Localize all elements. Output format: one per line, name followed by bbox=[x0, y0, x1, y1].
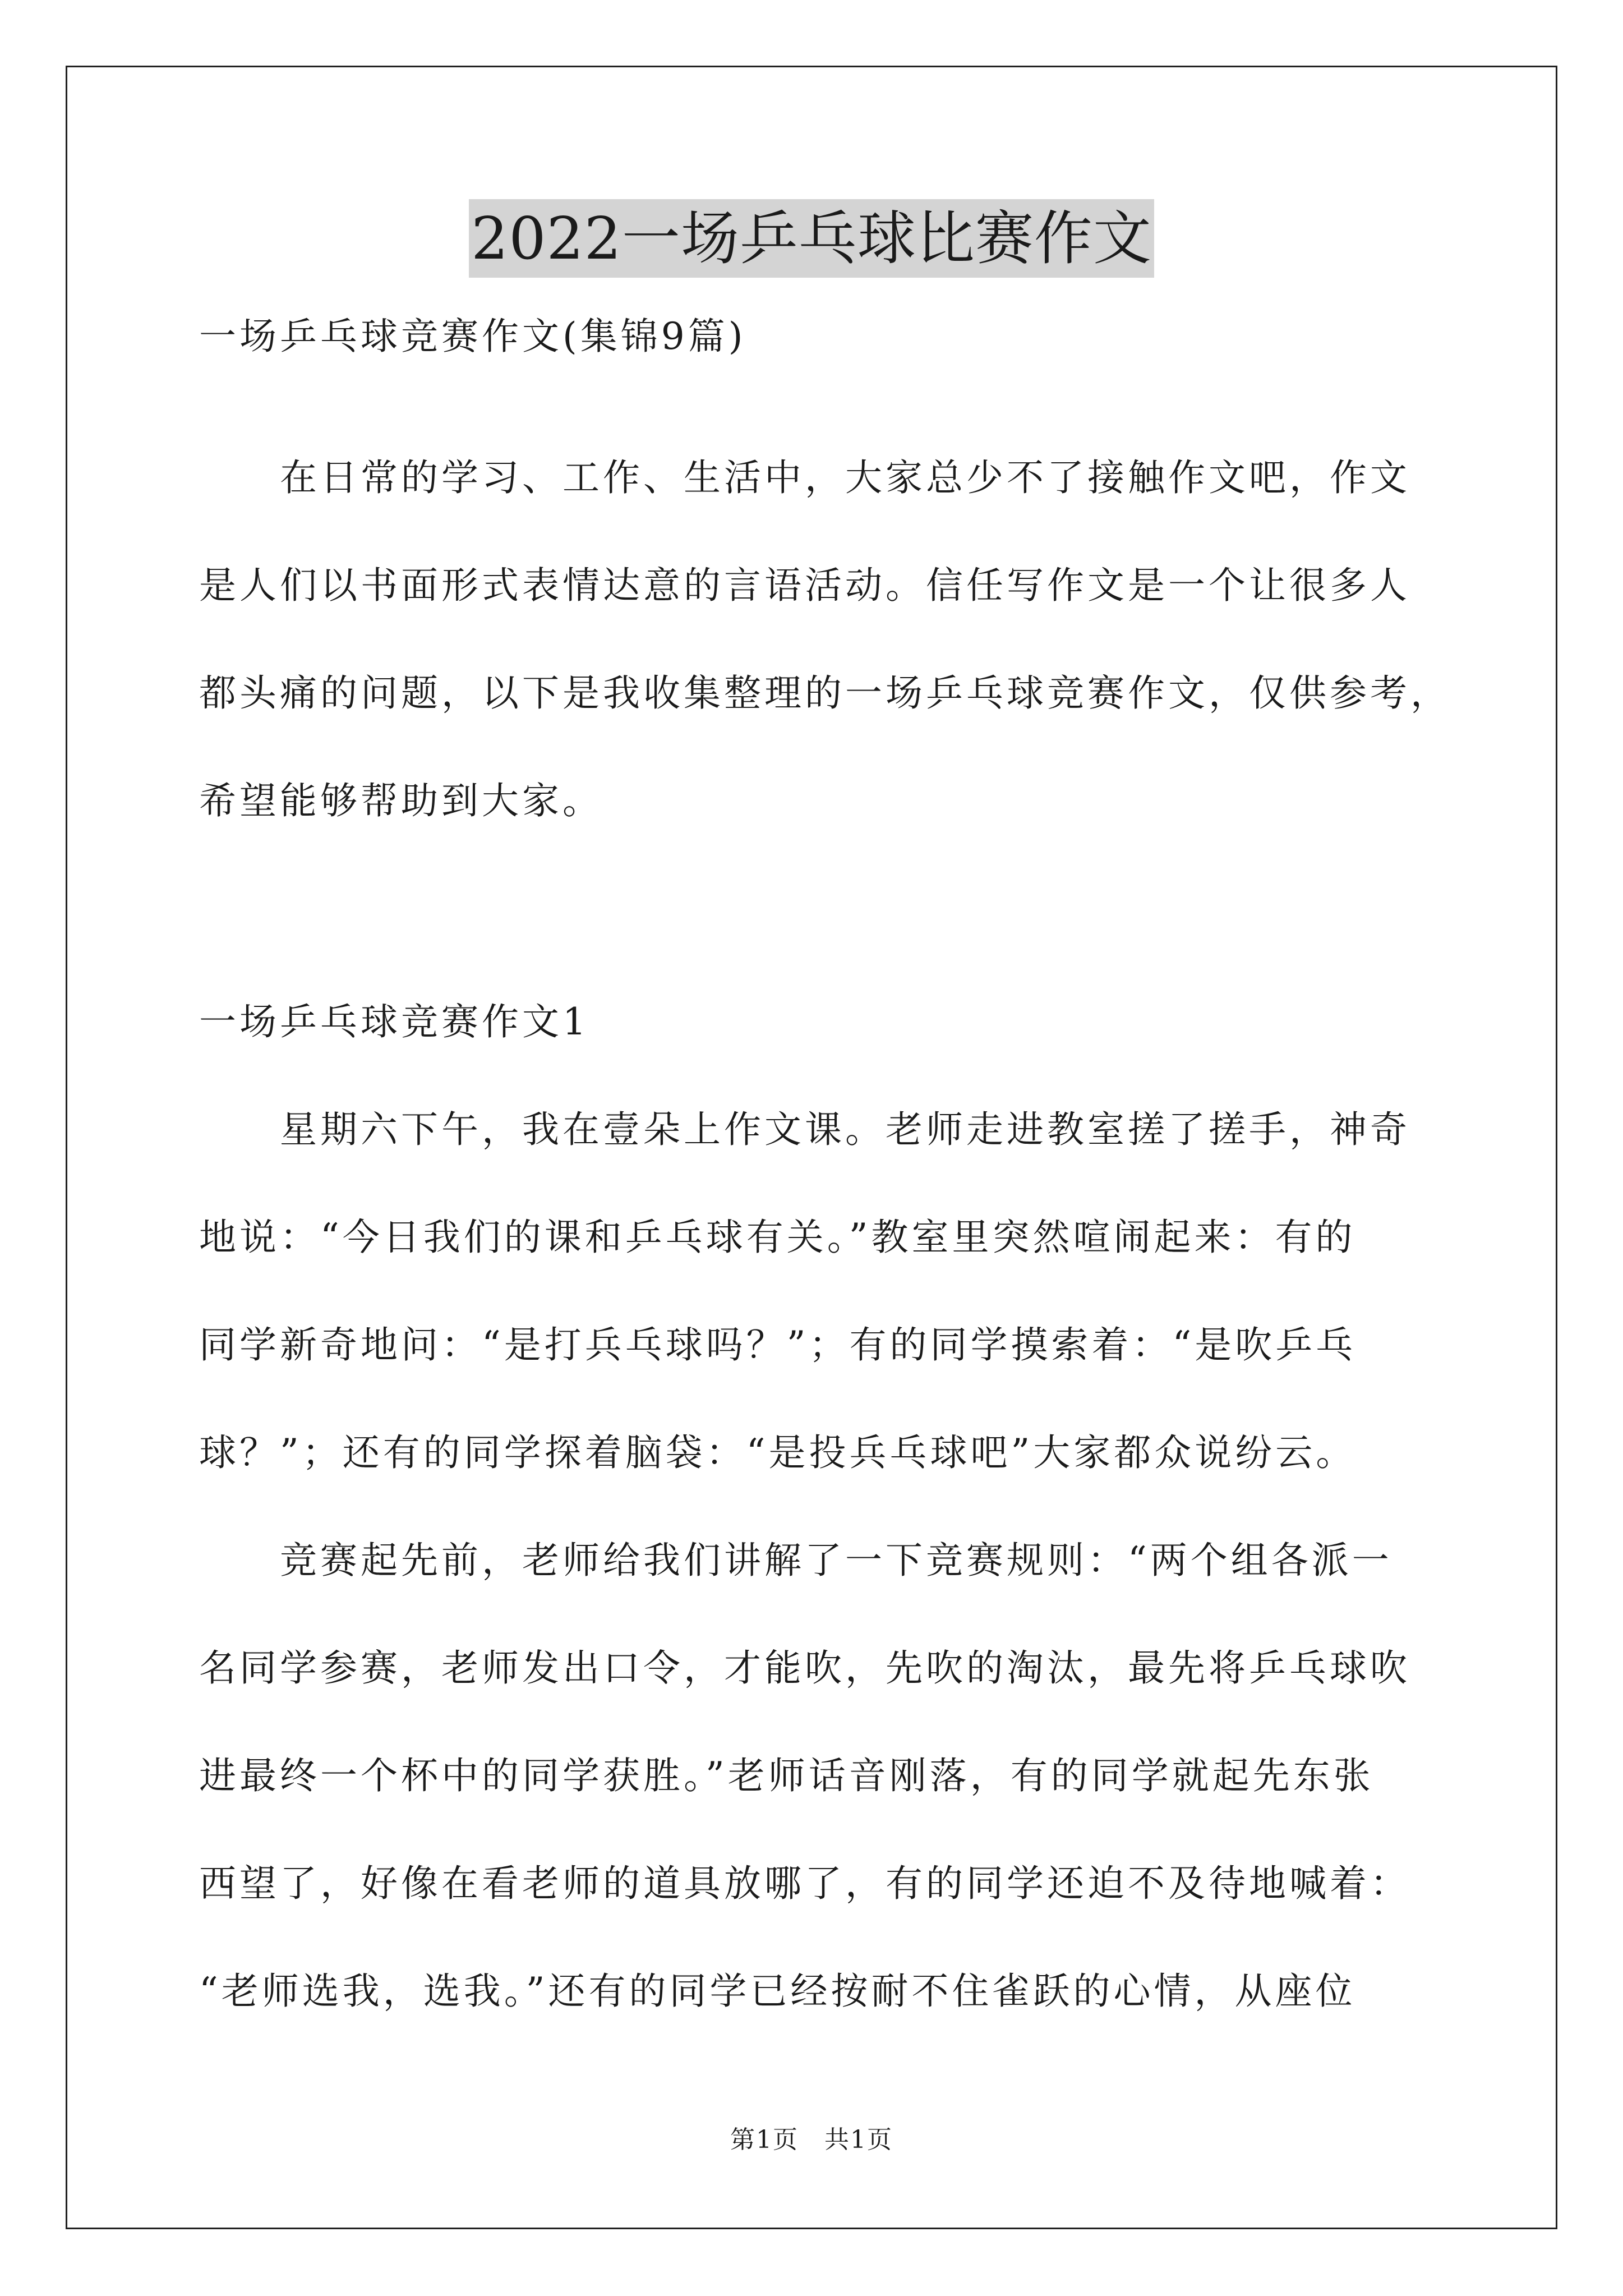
body-line: 球？”；还有的同学探着脑袋：“是投兵乓球吧”大家都众说纷云。 bbox=[199, 1431, 1357, 1474]
body-line: 进最终一个杯中的同学获胜。”老师话音刚落，有的同学就起先东张 bbox=[199, 1754, 1374, 1797]
body-line: 星期六下午，我在壹朵上作文课。老师走进教室搓了搓手，神奇 bbox=[199, 1108, 1410, 1151]
section-heading: 一场乒乓球竞赛作文1 bbox=[199, 1000, 589, 1043]
document-title: 2022一场乒乓球比赛作文 bbox=[469, 199, 1154, 278]
intro-line: 是人们以书面形式表情达意的言语活动。信任写作文是一个让很多人 bbox=[199, 564, 1410, 607]
body-line: 名同学参赛，老师发出口令，才能吹，先吹的淘汰，最先将乒乓球吹 bbox=[199, 1646, 1410, 1690]
body-line: 西望了，好像在看老师的道具放哪了，有的同学还迫不及待地喊着： bbox=[199, 1862, 1410, 1905]
body-line: 同学新奇地问：“是打兵乓球吗？”；有的同学摸索着：“是吹乒乓 bbox=[199, 1323, 1357, 1366]
body-line: 竞赛起先前，老师给我们讲解了一下竞赛规则：“两个组各派一 bbox=[199, 1539, 1393, 1582]
intro-line: 在日常的学习、工作、生活中，大家总少不了接触作文吧，作文 bbox=[199, 456, 1410, 499]
document-subtitle: 一场乒乓球竞赛作文(集锦9篇) bbox=[199, 315, 746, 358]
body-line: 地说：“今日我们的课和乒乓球有关。”教室里突然喧闹起来：有的 bbox=[199, 1216, 1356, 1259]
intro-line: 希望能够帮助到大家。 bbox=[199, 779, 603, 822]
page-footer: 第1页 共1页 bbox=[730, 2125, 893, 2154]
intro-line: 都头痛的问题，以下是我收集整理的一场乒乓球竞赛作文，仅供参考， bbox=[199, 671, 1451, 715]
title-container bbox=[0, 199, 1623, 278]
body-line: “老师选我，选我。”还有的同学已经按耐不住雀跃的心情，从座位 bbox=[199, 1970, 1356, 2013]
